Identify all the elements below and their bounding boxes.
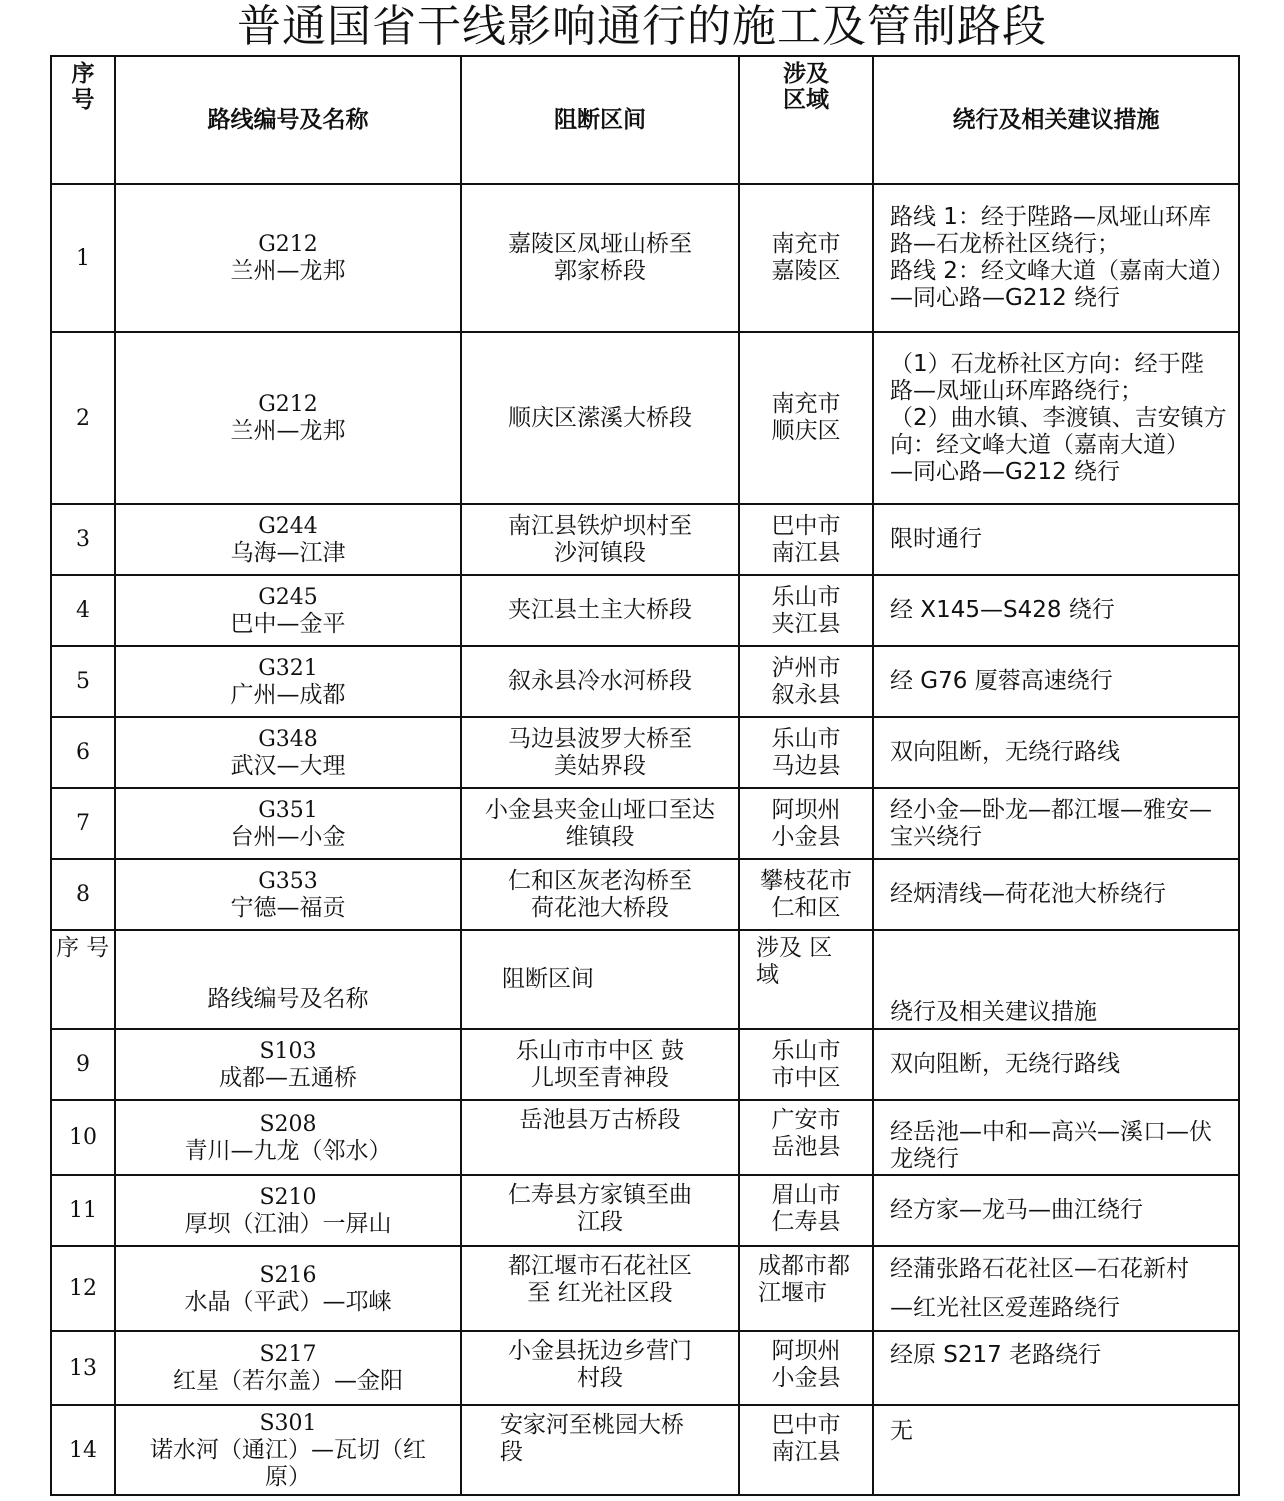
row-seq: 13 [51, 1331, 115, 1405]
table-row [51, 1331, 1239, 1405]
section-cell: 安家河至桃园大桥段 [461, 1405, 739, 1495]
route-cell [115, 859, 461, 930]
detour-cell: 经蒲张路石花社区—石花新村 —红光社区爱莲路绕行 [873, 1246, 1239, 1331]
table-row [51, 1246, 1239, 1331]
route-code: G212 [258, 232, 318, 257]
route-cell [115, 1029, 461, 1100]
header-seq: 序号 [51, 56, 115, 184]
area-cell: 眉山市仁寿县 [739, 1175, 873, 1246]
header-route: 路线编号及名称 [115, 930, 461, 1029]
route-name: 乌海—江津 [230, 539, 346, 566]
row-seq: 11 [51, 1175, 115, 1246]
header-area: 涉及 区域 [739, 930, 873, 1029]
row-seq: 6 [51, 717, 115, 788]
route-cell [115, 504, 461, 575]
section-cell: 顺庆区潆溪大桥段 [461, 332, 739, 504]
repeated-table-header [51, 930, 1239, 1029]
table-row [51, 1405, 1239, 1495]
route-code: G245 [258, 584, 318, 610]
row-seq: 10 [51, 1100, 115, 1175]
section-cell: 都江堰市石花社区至 红光社区段 [461, 1246, 739, 1331]
detour-cell: 经岳池—中和—高兴—溪口—伏龙绕行 [873, 1100, 1239, 1175]
area-cell: 乐山市马边县 [739, 717, 873, 788]
route-cell [115, 1100, 461, 1175]
route-cell [115, 332, 461, 504]
route-code: S301 [259, 1410, 317, 1436]
section-cell: 小金县夹金山垭口至达维镇段 [461, 788, 739, 859]
row-seq: 7 [51, 788, 115, 859]
table-row [51, 184, 1239, 332]
area-cell: 乐山市夹江县 [739, 575, 873, 646]
route-cell [115, 1331, 461, 1405]
row-seq: 12 [51, 1246, 115, 1331]
section-cell: 岳池县万古桥段 [461, 1100, 739, 1175]
header-section: 阻断区间 [461, 56, 739, 184]
table-row [51, 788, 1239, 859]
route-name: 兰州—龙邦 [230, 418, 346, 444]
route-code: G244 [258, 513, 318, 539]
table-row [51, 717, 1239, 788]
section-cell: 南江县铁炉坝村至沙河镇段 [461, 504, 739, 575]
route-cell [115, 1175, 461, 1246]
area-cell: 阿坝州小金县 [739, 1331, 873, 1405]
header-detour: 绕行及相关建议措施 [873, 930, 1239, 1029]
table-header [51, 56, 1239, 184]
row-seq: 4 [51, 575, 115, 646]
route-name: 宁德—福贡 [230, 894, 346, 921]
table-row [51, 332, 1239, 504]
detour-cell: 经原 S217 老路绕行 [873, 1331, 1239, 1405]
section-cell: 夹江县土主大桥段 [461, 575, 739, 646]
route-code: G212 [258, 392, 318, 417]
area-cell: 泸州市叙永县 [739, 646, 873, 717]
route-code: S217 [259, 1342, 317, 1367]
route-code: S210 [259, 1184, 317, 1210]
area-cell: 巴中市南江县 [739, 1405, 873, 1495]
detour-cell: （1）石龙桥社区方向：经于陛 路—凤垭山环库路绕行； （2）曲水镇、李渡镇、吉安镇方向：经文峰大道（嘉南大道） —同心路—G212 绕行 [873, 332, 1239, 504]
detour-cell: 经方家—龙马—曲江绕行 [873, 1175, 1239, 1246]
area-cell: 巴中市南江县 [739, 504, 873, 575]
route-cell [115, 717, 461, 788]
detour-cell: 经 G76 厦蓉高速绕行 [873, 646, 1239, 717]
area-cell: 成都市都江堰市 [739, 1246, 873, 1331]
row-seq: 14 [51, 1405, 115, 1495]
route-name: 水晶（平武）—邛崃 [184, 1288, 392, 1315]
section-cell: 嘉陵区凤垭山桥至郭家桥段 [461, 184, 739, 332]
route-cell [115, 1246, 461, 1331]
area-cell: 南充市嘉陵区 [739, 184, 873, 332]
detour-cell: 经小金—卧龙—都江堰—雅安—宝兴绕行 [873, 788, 1239, 859]
route-name: 厚坝（江油）一屏山 [184, 1210, 392, 1237]
header-detour: 绕行及相关建议措施 [873, 56, 1239, 184]
route-cell [115, 1405, 461, 1495]
route-name: 青川—九龙（邻水） [184, 1137, 392, 1164]
row-seq: 2 [51, 332, 115, 504]
route-name: 诺水河（通江）—瓦切（红原） [150, 1436, 426, 1490]
closure-table [50, 55, 1240, 1496]
area-cell: 攀枝花市仁和区 [739, 859, 873, 930]
detour-cell: 限时通行 [873, 504, 1239, 575]
section-cell: 小金县抚边乡营门村段 [461, 1331, 739, 1405]
route-code: G351 [258, 797, 318, 823]
row-seq: 9 [51, 1029, 115, 1100]
header-route: 路线编号及名称 [115, 56, 461, 184]
section-cell: 乐山市市中区 鼓儿坝至青神段 [461, 1029, 739, 1100]
area-cell: 广安市岳池县 [739, 1100, 873, 1175]
table-row [51, 646, 1239, 717]
route-code: G348 [258, 726, 318, 752]
table-row [51, 575, 1239, 646]
area-cell: 南充市顺庆区 [739, 332, 873, 504]
route-name: 巴中—金平 [230, 610, 346, 637]
row-seq: 1 [51, 184, 115, 332]
header-area: 涉及区域 [739, 56, 873, 184]
table-row [51, 1175, 1239, 1246]
row-seq: 8 [51, 859, 115, 930]
route-name: 武汉—大理 [230, 752, 346, 779]
detour-cell: 无 [873, 1405, 1239, 1495]
route-cell [115, 788, 461, 859]
route-cell [115, 575, 461, 646]
detour-cell: 经 X145—S428 绕行 [873, 575, 1239, 646]
detour-cell: 双向阻断，无绕行路线 [873, 717, 1239, 788]
header-seq: 序 号 [51, 930, 115, 1029]
route-code: S208 [259, 1111, 317, 1137]
table-row [51, 1029, 1239, 1100]
route-name: 广州—成都 [230, 681, 346, 708]
route-name: 成都—五通桥 [219, 1064, 357, 1091]
table-row [51, 859, 1239, 930]
row-seq: 5 [51, 646, 115, 717]
area-cell: 乐山市市中区 [739, 1029, 873, 1100]
table-row [51, 504, 1239, 575]
table-row [51, 1100, 1239, 1175]
area-cell: 阿坝州小金县 [739, 788, 873, 859]
detour-cell: 经炳清线—荷花池大桥绕行 [873, 859, 1239, 930]
row-seq: 3 [51, 504, 115, 575]
route-name: 台州—小金 [230, 823, 346, 850]
header-section: 阻断区间 [461, 930, 739, 1029]
section-cell: 叙永县冷水河桥段 [461, 646, 739, 717]
detour-cell: 路线 1：经于陛路—凤垭山环库 路—石龙桥社区绕行； 路线 2：经文峰大道（嘉南大道） —同心路—G212 绕行 [873, 184, 1239, 332]
route-name: 兰州—龙邦 [230, 258, 346, 284]
section-cell: 马边县波罗大桥至美姑界段 [461, 717, 739, 788]
page-title: 普通国省干线影响通行的施工及管制路段 [237, 1, 1047, 52]
route-cell [115, 646, 461, 717]
section-cell: 仁寿县方家镇至曲江段 [461, 1175, 739, 1246]
route-code: G353 [258, 868, 318, 894]
route-code: S103 [259, 1038, 317, 1064]
route-code: S216 [259, 1262, 317, 1288]
section-cell: 仁和区灰老沟桥至荷花池大桥段 [461, 859, 739, 930]
route-cell [115, 184, 461, 332]
route-name: 红星（若尔盖）—金阳 [173, 1368, 403, 1394]
route-code: G321 [258, 655, 318, 681]
detour-cell: 双向阻断，无绕行路线 [873, 1029, 1239, 1100]
